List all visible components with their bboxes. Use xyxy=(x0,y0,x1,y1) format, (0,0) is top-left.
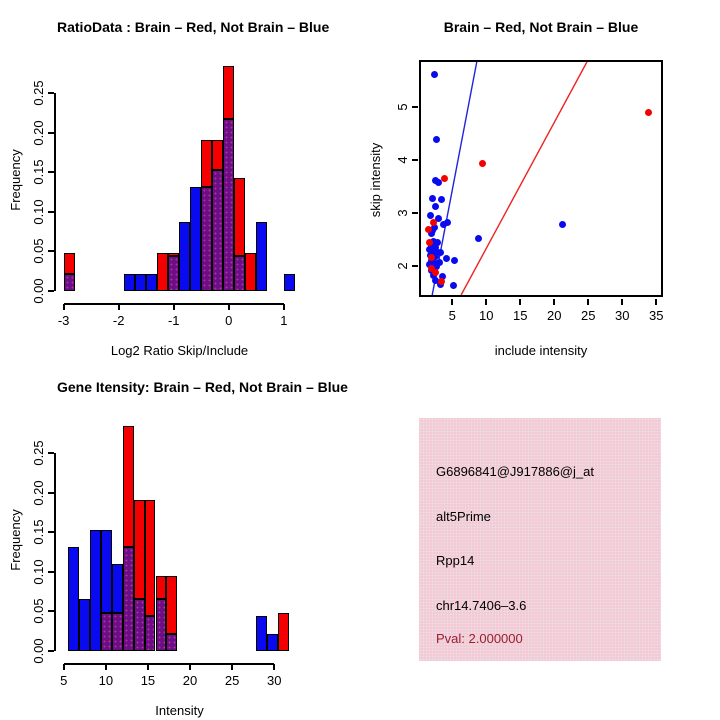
ratio-histogram-x-axis-label: Log2 Ratio Skip/Include xyxy=(110,343,249,358)
hist-bar-red xyxy=(123,426,134,548)
hist-bar-overlap xyxy=(134,599,145,651)
y-tick xyxy=(48,452,54,454)
x-tick-label: 25 xyxy=(581,308,596,323)
gene-histogram-plot xyxy=(30,420,302,688)
hist-bar-red xyxy=(145,500,156,616)
hist-bar-blue xyxy=(101,530,112,613)
y-tick xyxy=(412,106,418,108)
scatter-plot xyxy=(394,60,664,323)
x-tick xyxy=(553,299,555,305)
scatter-panel xyxy=(360,0,720,360)
y-tick xyxy=(48,211,54,213)
x-tick-label: 35 xyxy=(649,308,664,323)
gene-histogram-x-axis-label: Intensity xyxy=(155,703,204,718)
y-tick-label: 0.25 xyxy=(30,80,46,106)
regression-line-red xyxy=(461,62,587,295)
y-tick xyxy=(412,159,418,161)
hist-bar-blue xyxy=(146,274,157,291)
ratio-histogram-y-axis-label: Frequency xyxy=(8,149,23,211)
x-tick xyxy=(189,664,191,670)
hist-bar-blue xyxy=(90,530,101,651)
y-tick-label: 0.15 xyxy=(30,159,46,185)
y-tick-label: 0.05 xyxy=(30,598,46,625)
x-tick-label: 5 xyxy=(448,308,456,323)
y-tick xyxy=(48,92,54,94)
gene-info-box xyxy=(419,418,661,661)
scatter-point-blue xyxy=(432,203,439,210)
scatter-point-red xyxy=(432,269,439,276)
hist-bar-red xyxy=(278,613,289,651)
hist-bar-overlap xyxy=(168,256,179,291)
hist-bar-blue xyxy=(124,274,135,291)
y-tick xyxy=(48,650,54,652)
gene-histogram-y-axis-label: Frequency xyxy=(8,509,23,571)
y-tick xyxy=(48,571,54,573)
hist-bar-overlap xyxy=(145,616,156,651)
hist-bar-red xyxy=(201,140,212,187)
hist-bar-overlap xyxy=(156,599,167,651)
hist-bar-blue xyxy=(79,599,90,651)
gene-histogram-panel xyxy=(0,360,360,720)
x-tick-label: -1 xyxy=(167,313,180,328)
y-tick-label: 0.20 xyxy=(30,120,46,146)
x-tick xyxy=(105,664,107,670)
x-tick-label: 0 xyxy=(225,313,233,328)
y-tick xyxy=(48,132,54,134)
x-tick-label: -3 xyxy=(57,313,70,328)
hist-bar-overlap xyxy=(101,613,112,651)
x-tick xyxy=(273,664,275,670)
x-tick xyxy=(655,299,657,305)
scatter-point-blue xyxy=(438,196,445,203)
ratio-histogram-panel xyxy=(0,0,360,360)
y-tick-label: 0.20 xyxy=(30,480,46,506)
x-tick-label: 5 xyxy=(60,673,68,688)
x-tick-label: 25 xyxy=(224,673,240,688)
ratio-histogram-title: RatioData : Brain – Red, Not Brain – Blue xyxy=(57,19,330,35)
hist-bar-overlap xyxy=(123,547,134,651)
hist-bar-blue xyxy=(267,634,278,651)
scatter-point-red xyxy=(430,219,437,226)
x-tick-label: 20 xyxy=(547,308,562,323)
x-tick-label: 30 xyxy=(266,673,282,688)
x-tick xyxy=(519,299,521,305)
x-tick xyxy=(231,664,233,670)
x-tick-label: 30 xyxy=(615,308,630,323)
scatter-point-blue xyxy=(431,71,438,78)
y-tick-label: 5 xyxy=(394,103,410,111)
hist-bar-blue xyxy=(256,222,267,291)
hist-bar-overlap xyxy=(201,187,212,291)
hist-bar-blue xyxy=(190,187,201,291)
hist-bar-red xyxy=(156,576,167,599)
scatter-point-red xyxy=(479,160,486,167)
hist-bar-overlap xyxy=(234,256,245,291)
y-tick-label: 0.00 xyxy=(30,278,46,304)
hist-bar-red xyxy=(157,253,168,291)
hist-bar-blue xyxy=(179,222,190,291)
x-tick xyxy=(228,304,230,310)
hist-bar-blue xyxy=(135,274,146,291)
hist-bar-red xyxy=(64,253,75,274)
probe-id-text: G6896841@J917886@j_at xyxy=(436,464,594,479)
hist-bar-red xyxy=(134,500,145,599)
y-tick-label: 0.00 xyxy=(30,638,46,664)
hist-bar-overlap xyxy=(223,119,234,291)
y-tick xyxy=(48,531,54,533)
y-tick-label: 0.10 xyxy=(30,199,46,225)
y-tick xyxy=(412,265,418,267)
gene-name-text: Rpp14 xyxy=(436,553,475,568)
scatter-point-blue xyxy=(427,212,434,219)
y-tick-label: 3 xyxy=(394,209,410,217)
x-tick xyxy=(587,299,589,305)
x-tick-label: 15 xyxy=(140,673,156,688)
scatter-title: Brain – Red, Not Brain – Blue xyxy=(443,19,639,35)
scatter-x-axis-label: include intensity xyxy=(494,343,588,358)
x-tick xyxy=(63,664,65,670)
x-tick xyxy=(485,299,487,305)
y-tick-label: 0.10 xyxy=(30,559,46,585)
hist-bar-blue xyxy=(68,547,79,651)
x-tick xyxy=(451,299,453,305)
hist-bar-overlap xyxy=(212,170,223,291)
y-tick-label: 0.05 xyxy=(30,238,46,265)
y-tick-label: 0.15 xyxy=(30,519,46,545)
pval-text: Pval: 2.000000 xyxy=(436,631,523,646)
hist-bar-overlap xyxy=(64,274,75,291)
y-tick xyxy=(48,171,54,173)
y-tick-label: 0.25 xyxy=(30,440,46,466)
x-tick-label: 10 xyxy=(479,308,494,323)
hist-bar-red xyxy=(245,253,256,291)
y-tick xyxy=(412,212,418,214)
scatter-point-red xyxy=(645,109,652,116)
scatter-point-blue xyxy=(429,195,436,202)
x-tick xyxy=(63,304,65,310)
x-tick-label: 1 xyxy=(280,313,288,328)
y-tick-label: 2 xyxy=(394,262,410,270)
y-axis xyxy=(54,93,56,291)
y-tick xyxy=(48,290,54,292)
x-tick xyxy=(147,664,149,670)
hist-bar-blue xyxy=(256,616,267,651)
hist-bar-overlap xyxy=(166,634,177,651)
y-axis xyxy=(54,453,56,651)
x-tick-label: 20 xyxy=(182,673,198,688)
x-tick-label: -2 xyxy=(112,313,125,328)
x-tick xyxy=(173,304,175,310)
gene-histogram-title: Gene Itensity: Brain – Red, Not Brain – Blue xyxy=(57,379,348,395)
hist-bar-blue xyxy=(284,274,295,291)
splice-type-text: alt5Prime xyxy=(436,509,491,524)
scatter-point-red xyxy=(426,239,433,246)
hist-bar-overlap xyxy=(112,613,123,651)
x-tick xyxy=(621,299,623,305)
y-tick xyxy=(48,492,54,494)
y-tick xyxy=(48,610,54,612)
info-panel xyxy=(360,360,720,720)
y-tick-label: 4 xyxy=(394,156,410,164)
x-tick xyxy=(118,304,120,310)
x-tick xyxy=(283,304,285,310)
hist-bar-red xyxy=(166,576,177,634)
scatter-point-blue xyxy=(559,221,566,228)
x-tick-label: 10 xyxy=(98,673,114,688)
x-tick-label: 15 xyxy=(513,308,528,323)
x-axis xyxy=(64,663,274,665)
y-tick xyxy=(48,250,54,252)
scatter-point-blue xyxy=(440,221,447,228)
hist-bar-red xyxy=(234,178,245,256)
scatter-y-axis-label: skip intensity xyxy=(368,142,383,218)
hist-bar-blue xyxy=(112,564,123,613)
hist-bar-red xyxy=(212,140,223,170)
ratio-histogram-plot xyxy=(30,60,302,328)
locus-text: chr14.7406–3.6 xyxy=(436,598,527,613)
hist-bar-red xyxy=(223,66,234,119)
